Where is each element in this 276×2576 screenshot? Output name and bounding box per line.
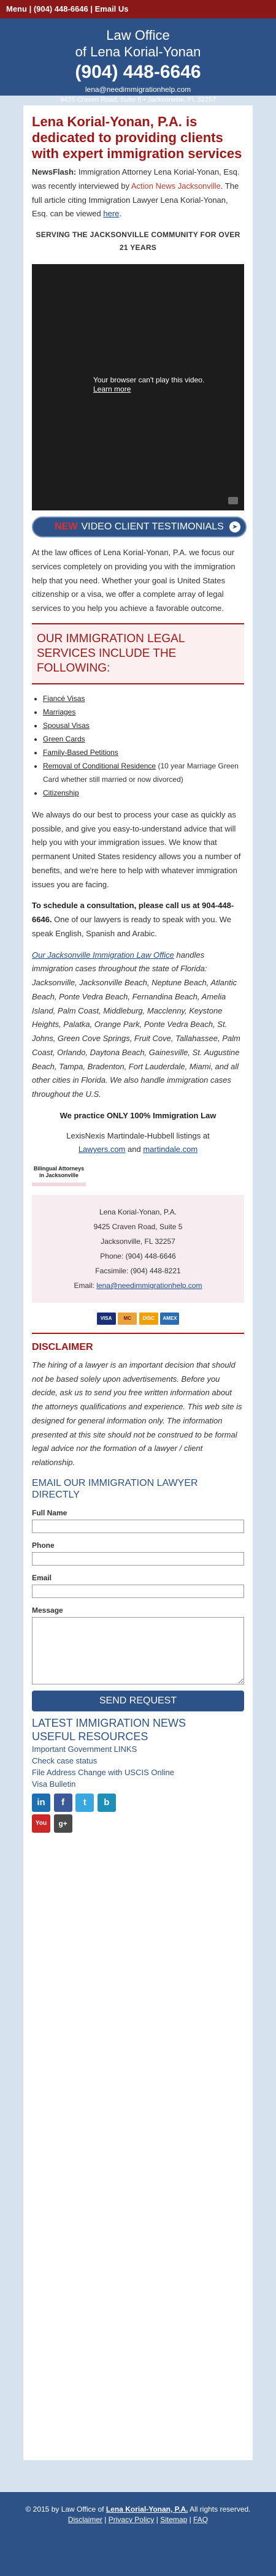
practice-area-link[interactable]: Green Cards — [43, 734, 85, 743]
contact-form-title: EMAIL OUR IMMIGRATION LAWYER DIRECTLY — [32, 1477, 198, 1500]
topbar-phone-link[interactable]: (904) 448-6646 — [33, 4, 88, 13]
footer-separator: | — [154, 2515, 161, 2524]
arrow-right-icon: ➤ — [229, 521, 240, 532]
topbar-separator: | — [90, 4, 95, 13]
footer-link-disclaimer[interactable]: Disclaimer — [67, 2515, 102, 2524]
cities-paragraph — [32, 949, 244, 1102]
listings-block — [32, 1129, 244, 1157]
full-name-field[interactable] — [32, 1520, 244, 1533]
email-us-link[interactable]: Email Us — [94, 4, 129, 13]
footer-links — [12, 2515, 264, 2525]
listings-and: and — [125, 1145, 144, 1154]
youtube-icon[interactable]: You — [32, 1814, 50, 1833]
visa-card-icon: VISA — [97, 1313, 116, 1325]
practice-area-link[interactable]: Family-Based Petitions — [43, 748, 118, 757]
resource-link[interactable]: File Address Change with USCIS Online — [32, 1767, 174, 1777]
menu-button[interactable]: Menu — [6, 4, 27, 13]
copyright-suffix: All rights reserved. — [188, 2505, 251, 2513]
main-content — [23, 105, 253, 2460]
practice-area-note: (10 year Marriage Green Card whether still married or now divorced) — [43, 761, 239, 784]
mastercard-icon: MC — [118, 1313, 137, 1325]
payment-cards — [32, 1311, 244, 1325]
firm-name-line1: Law Office — [106, 28, 170, 43]
message-label: Message — [32, 1605, 63, 1615]
site-footer — [0, 2492, 276, 2576]
header-email[interactable]: lena@needimmigrationhelp.com — [85, 85, 191, 94]
contact-firm-name: Lena Korial-Yonan, P.A. — [99, 1208, 177, 1216]
article-here-link[interactable]: here — [103, 209, 120, 219]
practice-area-link[interactable]: Marriages — [43, 707, 76, 716]
resource-link[interactable]: Important Government LINKS — [32, 1744, 137, 1754]
bilingual-attorneys-badge: Bilingual Attorneys in Jacksonville — [32, 1165, 86, 1186]
testimonials-label: VIDEO CLIENT TESTIMONIALS — [81, 521, 224, 532]
googleplus-icon[interactable]: g+ — [54, 1814, 72, 1833]
consultation-text: One of our lawyers is ready to speak with you. We speak English, Spanish and Arabic. — [32, 915, 231, 938]
footer-link-sitemap[interactable]: Sitemap — [160, 2515, 188, 2524]
footer-separator: | — [102, 2515, 109, 2524]
practice-area-link[interactable]: Fiancé Visas — [43, 694, 85, 703]
social-links — [32, 1794, 244, 1835]
intro-paragraph: At the law offices of Lena Korial-Yonan, P.A. we focus our services completely on providing you with the immigration help that you need. Whether your goal is United States citizenship or a visa, we offer a complete array of legal services to you help you achieve a favorable outcome. — [32, 548, 236, 613]
top-bar — [0, 0, 276, 18]
contact-phone: Phone: (904) 448-6646 — [100, 1252, 176, 1260]
linkedin-icon[interactable]: in — [32, 1794, 50, 1812]
resources-list — [32, 1743, 244, 1790]
practice-area-item — [43, 719, 244, 732]
practice-areas-heading: OUR IMMIGRATION LEGAL SERVICES INCLUDE THE FOLLOWING: — [37, 632, 185, 675]
useful-resources-heading: USEFUL RESOURCES — [32, 1730, 148, 1743]
practice-area-item — [43, 705, 244, 719]
copyright-prefix: © 2015 by Law Office of — [25, 2505, 106, 2513]
video-message — [93, 376, 204, 394]
phone-field[interactable] — [32, 1552, 244, 1566]
amex-card-icon: AMEX — [160, 1313, 179, 1325]
latest-news-heading[interactable]: LATEST IMMIGRATION NEWS — [32, 1716, 186, 1729]
practice-area-item — [43, 692, 244, 705]
practice-area-link[interactable]: Citizenship — [43, 788, 79, 797]
practice-area-item — [43, 732, 244, 746]
practice-areas-list — [32, 692, 244, 800]
action-news-link[interactable]: Action News Jacksonville — [131, 181, 221, 191]
footer-link-privacy[interactable]: Privacy Policy — [108, 2515, 155, 2524]
site-header — [0, 18, 276, 104]
video-testimonials-button[interactable] — [32, 517, 247, 537]
footer-separator: | — [187, 2515, 194, 2524]
cities-text: handles immigration cases throughout the state of Florida: Jacksonville, Jacksonville Beach, Neptune Beach, Atlantic Beach, Ponte Vedra Beach, Fernandina Beach, Amelia Island, Palm Coast, Middleburg, Macclenny, Keystone Heights, Palatka, Orange Park, Ponte Vedra Beach, St. Johns, Green Cove Springs, Fruit Cove, Tallahassee, Palm Coast, Orlando, Daytona Beach, Gainesville, St. Augustine Beach, Tampa, Bradenton, Fort Lauderdale, Miami, and all other cities in Florida. We also handle immigration cases throughout the U.S. — [32, 950, 240, 1099]
practice-area-link[interactable]: Removal of Conditional Residence — [43, 761, 156, 770]
discover-card-icon: DISC — [139, 1313, 158, 1325]
new-badge: NEW — [55, 521, 78, 532]
best-paragraph: We always do our best to process your case as quickly as possible, and give you easy-to-understand advice that will help you with your immigration issues. We know that permanent United States residency allows you a number of benefits, and we're here to help with whatever immigration issues you are facing. — [32, 809, 241, 889]
video-learn-more-link[interactable]: Learn more — [93, 385, 131, 393]
practice-only-statement: We practice ONLY 100% Immigration Law — [59, 1110, 217, 1120]
practice-area-item — [43, 786, 244, 800]
disclaimer-text: The hiring of a lawyer is an important decision that should not be based solely upon advertisements. Before you decide, ask us to send you free written information about the attorneys qualifications and experience. This web site is designed for general information only. The information presented at this site should not be construed to be formal legal advice nor the formation of a lawyer / client relationship. — [32, 1360, 242, 1467]
disclaimer-heading: DISCLAIMER — [32, 1333, 244, 1356]
practice-area-link[interactable]: Spousal Visas — [43, 721, 90, 730]
phone-label: Phone — [32, 1540, 55, 1550]
full-name-label: Full Name — [32, 1508, 67, 1517]
consultation-paragraph — [32, 899, 244, 941]
serving-tagline: SERVING THE JACKSONVILLE COMMUNITY FOR OVER 21 YEARS — [36, 230, 240, 252]
contact-fax: Facsimile: (904) 448-8221 — [95, 1267, 181, 1275]
video-player[interactable] — [32, 264, 244, 510]
copyright-line — [12, 2504, 264, 2515]
contact-email-link[interactable]: lena@needimmigrationhelp.com — [96, 1281, 202, 1290]
resource-link[interactable]: Check case status — [32, 1756, 98, 1765]
send-request-button[interactable]: SEND REQUEST — [32, 1691, 244, 1711]
firm-name-line2: of Lena Korial-Yonan — [75, 44, 201, 59]
email-field[interactable] — [32, 1585, 244, 1598]
contact-city: Jacksonville, FL 32257 — [101, 1237, 175, 1246]
email-label: Email — [32, 1573, 52, 1582]
listings-links — [32, 1143, 244, 1157]
header-phone[interactable]: (904) 448-6646 — [75, 62, 201, 82]
practice-area-item — [43, 746, 244, 759]
video-unsupported-text: Your browser can't play this video. — [93, 376, 205, 384]
listings-text: LexisNexis Martindale-Hubbell listings at — [66, 1131, 210, 1140]
contact-info-box — [32, 1195, 244, 1303]
lawyers-com-link[interactable]: Lawyers.com — [78, 1145, 126, 1154]
practice-area-item — [43, 759, 244, 786]
newsflash-end: . — [119, 209, 122, 219]
contact-email-label: Email: — [74, 1281, 97, 1290]
newsflash-text: Immigration Attorney Lena Korial-Yonan, Esq. was recently interviewed by — [32, 167, 240, 191]
twitter-icon[interactable]: t — [75, 1794, 94, 1812]
consultation-callout: To schedule a consultation, please call us at 904-448-6646. — [32, 901, 234, 924]
newsflash-text: . The full article citing Immigration Lawyer Lena Korial-Yonan, Esq. can be viewed — [32, 181, 239, 219]
resource-link[interactable]: Visa Bulletin — [32, 1779, 76, 1789]
footer-link-faq[interactable]: FAQ — [193, 2515, 209, 2524]
jacksonville-office-link[interactable]: Our Jacksonville Immigration Law Office — [32, 950, 174, 960]
blog-icon[interactable]: b — [98, 1794, 116, 1812]
contact-street: 9425 Craven Road, Suite 5 — [93, 1222, 183, 1231]
page-headline: Lena Korial-Yonan, P.A. is dedicated to providing clients with expert immigration services — [32, 114, 242, 161]
fullscreen-icon[interactable] — [228, 497, 238, 504]
message-field[interactable] — [32, 1617, 244, 1684]
practice-areas-heading-box — [32, 623, 244, 684]
newsflash-paragraph — [32, 165, 244, 221]
newsflash-label: NewsFlash: — [32, 167, 77, 176]
martindale-link[interactable]: martindale.com — [143, 1145, 198, 1154]
header-address: 9425 Craven Road, Suite 5 • Jacksonville, FL 32257 — [59, 96, 217, 104]
contact-email-line — [37, 1278, 239, 1293]
footer-firm-link[interactable]: Lena Korial-Yonan, P.A. — [105, 2505, 188, 2513]
facebook-icon[interactable]: f — [54, 1794, 72, 1812]
topbar-separator: | — [29, 4, 34, 13]
